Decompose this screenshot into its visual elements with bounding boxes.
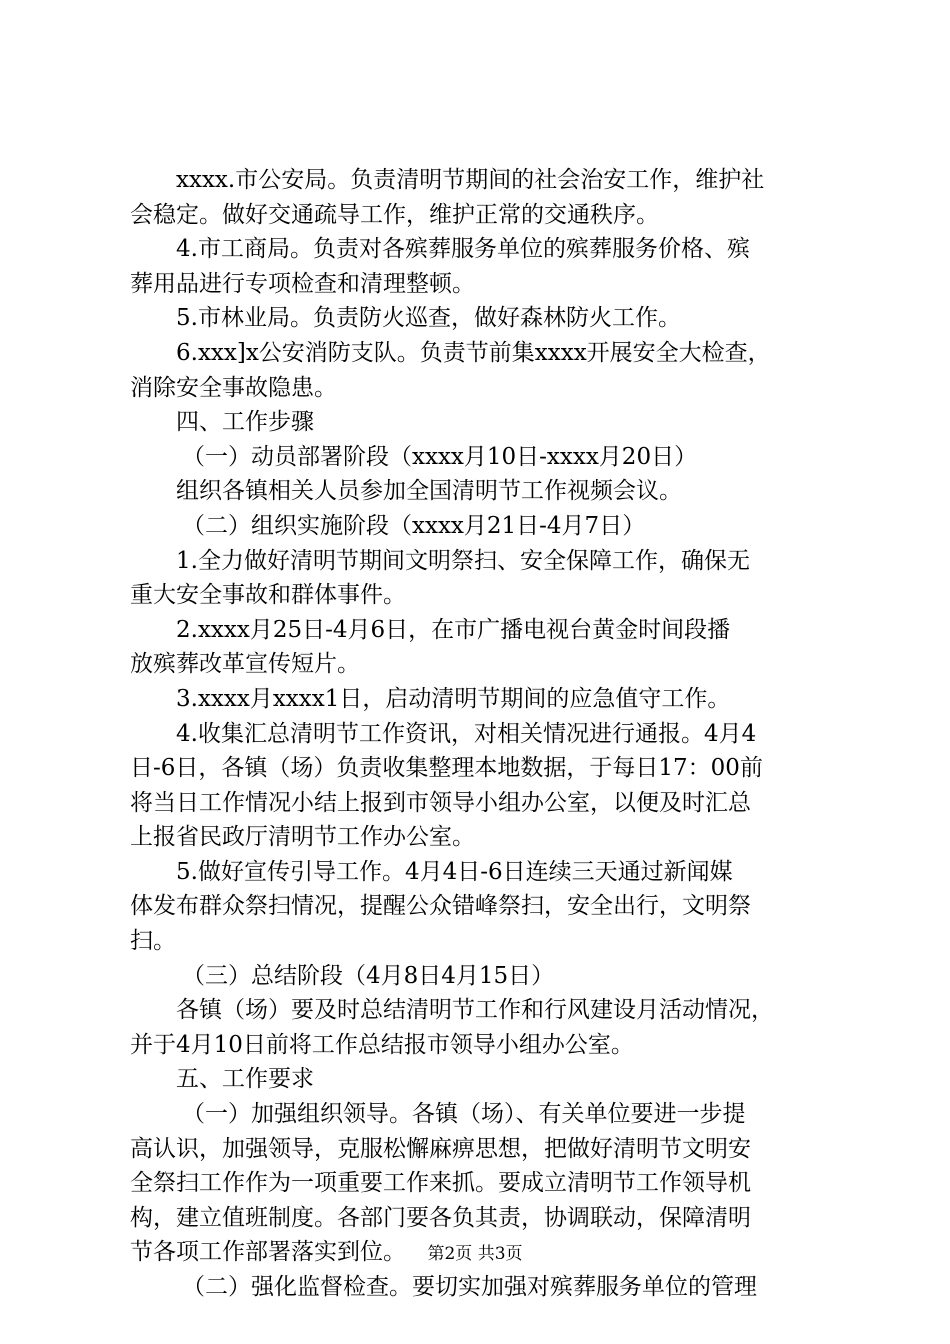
text-line: 重大安全事故和群体事件。 — [130, 582, 406, 609]
text-line: 5.市林业局。负责防火巡查，做好森林防火工作。 — [176, 305, 681, 332]
subsection-heading: （三）总结阶段（4月8日4月15日） — [182, 962, 555, 989]
text-line: 1.全力做好清明节期间文明祭扫、安全保障工作，确保无 — [176, 547, 750, 574]
text-line: （一）加强组织领导。各镇（场）、有关单位要进一步提 — [182, 1101, 746, 1128]
subsection-heading: （二）组织实施阶段（xxxx月21日-4月7日） — [182, 512, 646, 539]
text-line: 体发布群众祭扫情况，提醒公众错峰祭扫，安全出行，文明祭 — [130, 893, 751, 920]
text-line: 3.xxxx月xxxx1日，启动清明节期间的应急值守工作。 — [176, 685, 731, 712]
text-line: 将当日工作情况小结上报到市领导小组办公室，以便及时汇总 — [130, 789, 751, 816]
text-line: 构，建立值班制度。各部门要各负其责，协调联动，保障清明 — [130, 1204, 751, 1231]
text-line: （二）强化监督检查。要切实加强对殡葬服务单位的管理 — [182, 1274, 757, 1300]
text-line: 日-6日，各镇（场）负责收集整理本地数据，于每日17：00前 — [130, 755, 763, 782]
section-heading: 四、工作步骤 — [176, 409, 314, 436]
text-line: 会稳定。做好交通疏导工作，维护正常的交通秩序。 — [130, 201, 659, 228]
document-body — [130, 163, 830, 1305]
page-number: 第2页 共3页 — [427, 1244, 523, 1264]
text-line: 节各项工作部署落实到位。 — [130, 1239, 406, 1266]
section-heading: 五、工作要求 — [176, 1066, 314, 1093]
text-line: 全祭扫工作作为一项重要工作来抓。要成立清明节工作领导机 — [130, 1170, 751, 1197]
text-line: 各镇（场）要及时总结清明节工作和行风建设月活动情况， — [176, 997, 774, 1024]
text-line: 组织各镇相关人员参加全国清明节工作视频会议。 — [176, 478, 682, 505]
text-line: 2.xxxx月25日-4月6日，在市广播电视台黄金时间段播 — [176, 616, 731, 643]
text-line: 并于4月10日前将工作总结报市领导小组办公室。 — [130, 1031, 634, 1058]
text-line: 扫。 — [130, 928, 176, 955]
text-line: 4.收集汇总清明节工作资讯，对相关情况进行通报。4月4 — [176, 720, 757, 747]
text-line: 高认识，加强领导，克服松懈麻痹思想，把做好清明节文明安 — [130, 1135, 751, 1162]
text-line: xxxx.市公安局。负责清明节期间的社会治安工作，维护社 — [176, 167, 765, 193]
text-line: 5.做好宣传引导工作。4月4日-6日连续三天通过新闻媒 — [176, 858, 733, 885]
subsection-heading: （一）动员部署阶段（xxxx月10日-xxxx月20日） — [182, 443, 698, 470]
text-line: 放殡葬改革宣传短片。 — [130, 651, 360, 678]
text-line: 4.市工商局。负责对各殡葬服务单位的殡葬服务价格、殡 — [176, 236, 750, 263]
text-line: 葬用品进行专项检查和清理整顿。 — [130, 270, 475, 297]
page-footer — [0, 1242, 950, 1266]
text-line: 上报省民政厅清明节工作办公室。 — [130, 824, 475, 851]
text-line: 消除安全事故隐患。 — [130, 374, 337, 401]
text-line: 6.xxx]x公安消防支队。负责节前集xxxx开展安全大检查， — [176, 339, 771, 366]
